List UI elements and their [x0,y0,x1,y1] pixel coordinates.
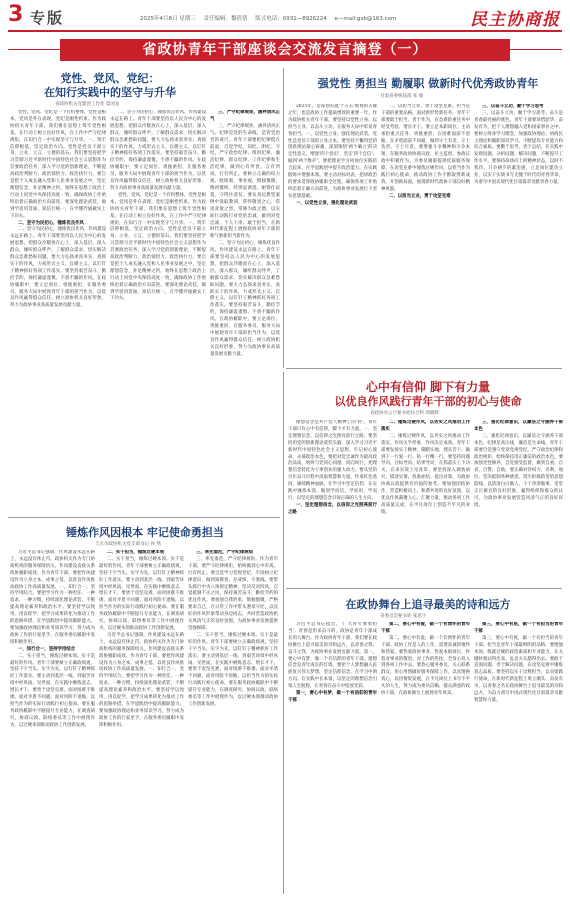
article2-subhead-2: 二、以担当立业，勇于攻坚克难 [389,193,451,199]
article2-column-3 [474,104,563,364]
article5-text-1: 习近平总书记指出，'广大青年要勇担当'。青春是用来奋斗的，政协是青年干部成长的大舞台。作为政协青年干部，我们要在政协舞台上追寻最美的诗和远方，以青春之我、奋斗之我，为政协事业发展贡献力量。第一，要心中有梦，做一个有信仰的青年干部。理想信念是青年成长的灯塔，要把个人梦想融入民族复兴伟大梦想，坚定信仰信念，在学习中明方向、在实践中长本领，以坚定的理想信念引领人生航程，让青春在奋斗中绽放光彩。 [288,622,377,690]
email: e—mail:gsb@163.com [334,16,397,22]
section-divider [286,368,562,369]
section-name: 专版 [30,9,65,27]
article3-column-2 [381,420,470,582]
article1-column-3 [210,110,280,510]
article4-subhead-2: 二、实干担当，锤炼过硬本领 [107,550,165,555]
article5-text-3: 第三，要心中有底，做一个有担当的青年干部。担当是青年干部最鲜明的品格。要增强本领，练就过硬的政治素质和专业能力，在关键时刻站得出来、危急关头豁得出去。要敢于直面问题、善于解决问题，在攻坚克难中锤炼意志品质。要坚持以实干诠释担当，以实绩践行使命，在新时代新征程上勇立潮头、奋发有为，以青春之名在政协舞台上追寻最美的诗和远方，为奋力谱写中国式现代化甘肃篇章贡献智慧和力量。 [474,635,563,703]
article5-text-2: 第二，要心中有爱，做一个有情怀的青年干部。政协工作是人的工作，需要真诚的情怀和热爱。要热爱政协事业、热爱本职岗位，怀着对事业的敬畏、对工作的热忱，全身心投入到各项工作中去。要热心服务委员、关心联系群众，用心用情做好服务保障工作，以真情换真心，以热情促发展，在平凡岗位上书写不平凡的人生，努力成为委员信赖、群众满意的政协干部，在政协舞台上展现青年风采。 [381,635,470,697]
article2-byline: 甘肃省委统战部 张 敏 [380,94,424,99]
phone: 版式电话：0931—8926224 [255,16,327,22]
article2-text-3: 三、以奋斗立功，勤于学习思考。奋斗是青春最亮丽的底色。青年干部要珍惜韶华、奋发有为，把个人理想融入党和国家事业之中。要树立终身学习理念，加强政协理论、协商民主理论和履职知识学习，不断提高专业能力和综合素质。要勤于思考、善于总结，在实践中发现问题、分析问题、解决问题，不断提升工作水平。要保持昂扬向上的精神状态，以时不我待、只争朝夕的紧迫感，立足岗位建功立业，以实干实绩书写无愧于时代的青春华章，为谱写中国式现代化甘肃篇章贡献青春力量。 [474,110,563,185]
article2-text-1: 2025年，是谋划实施'十五五'规划的关键之年，也是政协工作提质增效的重要一年。作为政协机关青年干部，要坚持以党性立身、以担当立业、以奋斗立功，在服务大局中彰显青春担当。一、以党性立身，强化理论武装。党性是党员干部的立身之本。要坚持不懈用党的创新理论凝心铸魂，深刻领悟'两个确立'的决定性意义，增强'四个意识'、坚定'四个自信'、做到'两个维护'。要把理论学习同岗位实践结合起来，在学思践悟中提升政治能力，在实践锻炼中增强本领。要主动对标对表，把讲政治的要求贯穿政协履职全过程，确保各项工作始终沿着正确方向前进，为政协事业发展打下坚实思想基础。 [288,104,377,199]
article3-column-1 [288,420,377,582]
article2-column-2 [381,104,470,364]
article2-subhead-1: 一、以党性立身，强化理论武装 [296,200,358,206]
article5-subhead-1: 第一，要心中有梦，做一个有信仰的青年干部 [288,691,377,703]
article1-text-2: 二、坚守为民初心，锤炼优良作风。作风建设永远在路上。青年干部要坚持以人民为中心的发展思想，把群众冷暖放在心上，深入基层、深入群众，倾听群众呼声，了解群众需求，切实解决群众急难愁盼问题。要大力弘扬求真务实、真抓实干的作风，力戒形式主义、官僚主义，以钉钉子精神抓好各项工作落实。要坚持艰苦奋斗、勤俭节约，保持谦虚谨慎、不骄不躁的作风。在政协履职中，要立足岗位、勇挑重担，在服务委员、服务大局中展现青年干部的担当作为，以优良作风赢得群众信任，树立政协机关良好形象，努力为政协事业高质量发展贡献力量。 [110,110,206,191]
article5-subhead-2: 第二，要心中有爱，做一个有情怀的青年干部 [381,622,470,634]
article5-byline: 省委员会秘书处 张思宇 [380,614,427,619]
article4-text-1: 习近平总书记强调，作风建设永远在路上，永远没有休止符。政协机关作为专门协商机构的服务保障机关，作风建设直接关系政协履职成效。作为青年干部，要把作风建设作为立身之本、成事之基，以优良作风推动政协工作高质量发展。一、知行合一，坚持学用结合。要把学习作为一种责任、一种追求、一种习惯，持续深化理论武装，不断提高理论素养和政治水平。要坚持学以致用、用以促学，把学习成果转化为推动工作的思路举措，在学思践悟中提高履职能力。要加强政协理论和业务知识学习，努力成为政协工作的行家里手，在服务委员履职中发挥积极作用。 [10,550,95,645]
article5-title: 在政协舞台上追寻最美的诗和远方 [345,598,511,611]
article1-text-2b: 党性、党风、党纪是一个有机整体，党性是根本，党风是外在表现，党纪是刚性约束。作为政协机关青年干部，我们要在思想上筑牢党性根基，在行动上树立良好作风，在工作中严守纪律规矩，在知行合一中实现坚守与升华。一、筑牢信仰根基，坚定政治方向。党性是党员干部立身、立业、立言、立德的基石。我们要坚持把学习贯彻习近平新时代中国特色社会主义思想作为首要政治任务，深入学习党的创新理论，不断提高政治判断力、政治领悟力、政治执行力。要自觉把个人成长融入党和人民事业发展之中，坚定理想信念，补足精神之钙，始终在思想上政治上行动上同党中央保持高度一致，确保政协工作始终沿着正确政治方向前进。要深化理论武装，做到学思用贯通、知信行统一，在学懂弄通做实上下功夫。 [110,192,206,302]
article3-text-1: 理想信念是共产党人精神上的'钙'。青年干部只有心中有信仰，脚下才有力量。一、坚定理想信念，以信仰之光照亮前行之路。要坚持用党的创新理论武装头脑，深入学习习近平新时代中国特色社会主义思想，牢记初心使命，永葆政治本色。要把对党忠诚作为最高政治品质，始终与党同心同德、同向同行，把理想信念转化为干事创业的强大动力。要从党的百年奋斗历程中汲取智慧和力量，传承红色基因，赓续精神血脉，在学习中坚定信仰，在实践中锤炼本领，做到学而信、学而用、学而行，以坚定的理想信念引领正确的人生方向。 [288,420,377,501]
article3-subhead-2: 二、锤炼过硬作风，以务实之风推动工作落实 [381,420,470,432]
article3-subhead-3: 三、强化纪律意识，以廉洁之守涵养干部本色 [474,420,563,432]
article2-subhead-3: 三、以奋斗立功，勤于学习思考 [482,104,544,109]
article1-subhead-2: 二、坚守为民初心，锤炼优良作风 [18,220,84,226]
article3-byline: 省政协办公厅秘书处综合科 周晓辉 [370,411,439,416]
page-header [0,0,570,34]
article1-subhead-3: 三、严守纪律规矩，涵养清风正气 [210,110,280,122]
article5-column-2 [381,622,470,894]
article1-text-repeat: 二、坚守为民初心，锤炼优良作风。作风建设永远在路上。青年干部要坚持以人民为中心的发展思想，把群众冷暖放在心上，深入基层、深入群众，倾听群众呼声，了解群众需求，切实解决群众急难愁盼问题。要大力弘扬求真务实、真抓实干的作风，力戒形式主义、官僚主义，以钉钉子精神抓好各项工作落实。要坚持艰苦奋斗、勤俭节约，保持谦虚谨慎、不骄不躁的作风。在政协履职中，要立足岗位、勇挑重担，在服务委员、服务大局中展现青年干部的担当作为，以优良作风赢得群众信任，树立政协机关良好形象，努力为政协事业高质量发展贡献力量。 [10,227,106,309]
section-divider-left [8,517,280,518]
column-divider [283,68,284,368]
article3-text-3: 三、强化纪律意识，以廉洁之守涵养干部本色。纪律是高压线，廉洁是生命线。青年干部要自觉遵守党章党规党纪，严守政治纪律和政治规矩，始终保持清正廉洁的政治本色。要加强党性修养，自觉接受监督，做到自重、自省、自警、自励。要正确对待权力、名利、地位，坚决抵制各种诱惑，筑牢拒腐防变的思想防线，以清清白白做人、干干净净做事、堂堂正正做官的良好形象，赢得组织和群众的认可，为政协事业发展营造风清气正的良好环境。 [474,433,563,508]
article4-text-3b: 二、实干担当，锤炼过硬本领。实干是最好的作风。青年干部要树立正确政绩观，坚持干字当头、实字为先，以钉钉子精神抓好工作落实。要主动到基层一线、到艰苦环境中经风雨、见世面，在实践中磨练意志、增长才干。要勇于攻坚克难，面对困难不推诿、面对矛盾不回避、面对风险不退缩，以担当作为的实际行动践行初心使命。要在服务政协履职中不断提升专业能力，在调查研究、协商议政、联络委员等工作中展现作为，以过硬本领推动政协工作创新发展。 [188,632,278,707]
issue-date: 2025年4月8日 星期三 [140,16,196,22]
article4-column-1 [10,550,95,895]
article5-column-1 [288,622,377,894]
article2-title: 强党性 勇担当 勤履职 做新时代优秀政协青年 [317,77,539,90]
article4-text-2: 二、实干担当，锤炼过硬本领。实干是最好的作风。青年干部要树立正确政绩观，坚持干字当头、实字为先，以钉钉子精神抓好工作落实。要主动到基层一线、到艰苦环境中经风雨、见世面，在实践中磨练意志、增长才干。要勇于攻坚克难，面对困难不推诿、面对矛盾不回避、面对风险不退缩，以担当作为的实际行动践行初心使命。要在服务政协履职中不断提升专业能力，在调查研究、协商议政、联络委员等工作中展现作为，以过硬本领推动政协工作创新发展。 [99,556,184,631]
header-rule [8,30,562,32]
article4-text-2b: 习近平总书记强调，作风建设永远在路上，永远没有休止符。政协机关作为专门协商机构的服务保障机关，作风建设直接关系政协履职成效。作为青年干部，要把作风建设作为立身之本、成事之基，以优良作风推动政协工作高质量发展。一、知行合一，坚持学用结合。要把学习作为一种责任、一种追求、一种习惯，持续深化理论武装，不断提高理论素养和政治水平。要坚持学以致用、用以促学，把学习成果转化为推动工作的思路举措，在学思践悟中提高履职能力。要加强政协理论和业务知识学习，努力成为政协工作的行家里手，在服务委员履职中发挥积极作用。 [99,632,184,728]
article1-title-line1: 党性、党风、党纪： [60,72,160,85]
article2-column-1 [288,104,377,364]
article1-column-1 [10,110,106,510]
article4-column-3 [188,550,278,895]
article4-text-3: 三、率先垂范，严守纪律规矩。作为青年干部，要严守纪律规矩，始终做到心中有戒、行有所止。要自觉学习党规党纪，牢固树立纪律意识，做到知敬畏、存戒惧、守底线。要带头践行中央八项规定精神，坚决反对四风，自觉抵制不正之风，保持艰苦奋斗、勤俭节约的优良作风。要加强自我约束，慎独慎微，严格要求自己，在日常工作中带头遵章守纪，以良好的作风形象带动身边同志，共同营造政协机关风清气正的良好氛围，为政协事业发展提供坚强保障。 [188,556,278,631]
article1-text: 党性、党风、党纪是一个有机整体，党性是根本，党风是外在表现，党纪是刚性约束。作为政协机关青年干部，我们要在思想上筑牢党性根基，在行动上树立良好作风，在工作中严守纪律规矩，在知行合一中实现坚守与升华。一、筑牢信仰根基，坚定政治方向。党性是党员干部立身、立业、立言、立德的基石。我们要坚持把学习贯彻习近平新时代中国特色社会主义思想作为首要政治任务，深入学习党的创新理论，不断提高政治判断力、政治领悟力、政治执行力。要自觉把个人成长融入党和人民事业发展之中，坚定理想信念，补足精神之钙，始终在思想上政治上行动上同党中央保持高度一致，确保政协工作始终沿着正确政治方向前进。要深化理论武装，做到学思用贯通、知信行统一，在学懂弄通做实上下功夫。 [10,110,106,219]
article2-text-2: 二、以担当立业，勇于攻坚克难。担当是干部的重要品格。面对新形势新任务，青年干部要敢于担当、善于作为，在急难险重任务中经受考验、增长才干。要立足本职岗位，主动承担重点任务，勇挑重担，在困难面前不退缩，在矛盾面前不回避，做到守土有责、守土负责、守土尽责。要增强斗争精神和斗争本领，在服务政协协商议政、民主监督、参政议政中积极作为，为委员履职提供优质服务保障，在攻坚克难中锤炼过硬作风，以担当作为践行初心使命，推动政协工作不断取得新成效、开创新局面，展现新时代政协干部良好精神风貌。 [381,104,470,192]
article4-column-2 [99,550,184,895]
article3-title-line1: 心中有信仰 脚下有力量 [365,380,491,394]
article1-title-line2: 在知行实践中的坚守与升华 [44,86,176,99]
article5-subhead-3: 第三，要心中有底，做一个有担当的青年干部 [474,622,563,634]
article4-text-1b: 二、实干担当，锤炼过硬本领。实干是最好的作风。青年干部要树立正确政绩观，坚持干字当头、实字为先，以钉钉子精神抓好工作落实。要主动到基层一线、到艰苦环境中经风雨、见世面，在实践中磨练意志、增长才干。要勇于攻坚克难，面对困难不推诿、面对矛盾不回避、面对风险不退缩，以担当作为的实际行动践行初心使命。要在服务政协履职中不断提升专业能力，在调查研究、协商议政、联络委员等工作中展现作为，以过硬本领推动政协工作创新发展。 [10,653,95,728]
article4-title: 锤炼作风因根本 牢记使命勇担当 [66,526,224,539]
section-divider-right [286,588,562,589]
header-meta [140,14,402,22]
article1-column-2 [110,110,206,510]
column-divider-lower [283,372,284,894]
article5-column-3 [474,622,563,894]
article3-text-2: 二、锤炼过硬作风，以务实之风推动工作落实。作风关乎形象，作风决定成效。青年干部要发扬实干精神，脚踏实地、埋头苦干，做到干一行爱一行、钻一行精一行。要坚持问题导向、目标导向、结果导向，在抓落实上下功夫，在求实效上见真章。要坚持深入调查研究，摸清实情、找准症结、提出对策，为政协协商议政提供有价值的参考。要加强团结协作，营造积极向上、和谐共进的良好氛围，以优良作风凝聚人心、汇聚力量，推动各项工作高质量完成，在平凡岗位上创造不平凡的业绩。 [381,433,470,515]
article4-byline: 天水市政协机关党支部书记 孙 然 [95,542,161,547]
article1-text-3b: 二、坚守为民初心，锤炼优良作风。作风建设永远在路上。青年干部要坚持以人民为中心的发展思想，把群众冷暖放在心上，深入基层、深入群众，倾听群众呼声，了解群众需求，切实解决群众急难愁盼问题。要大力弘扬求真务实、真抓实干的作风，力戒形式主义、官僚主义，以钉钉子精神抓好各项工作落实。要坚持艰苦奋斗、勤俭节约，保持谦虚谨慎、不骄不躁的作风。在政协履职中，要立足岗位、勇挑重担，在服务委员、服务大局中展现青年干部的担当作为，以优良作风赢得群众信任，树立政协机关良好形象，努力为政协事业高质量发展贡献力量。 [210,241,280,357]
article3-column-3 [474,420,563,582]
special-banner: 省政协青年干部座谈会交流发言摘登（一） [60,39,510,61]
article3-title-line2: 以优良作风践行青年干部的初心与使命 [334,395,522,408]
article1-byline: 省政协机关党建团工作处 夏国龙 [55,102,120,107]
article1-text-3: 三、严守纪律规矩，涵养清风正气。纪律是党的生命线，是管党治党的戒尺。青年干部要把纪律挺在前面，自觉学纪、知纪、明纪、守纪，严守政治纪律、组织纪律、廉洁纪律、群众纪律、工作纪律和生活纪律，做到心有所畏、言有所戒、行有所止。要树立正确的权力观、政绩观、事业观，慎独慎微、慎初慎终，经得起诱惑，耐得住寂寞，守得住清贫。要从身边典型案例中汲取教训，常怀敬畏之心，常思贪欲之害，常修为政之德，以实际行动践行对党的忠诚，做到对党忠诚、个人干净、敢于担当，在新时代新征程上展现政协青年干部的新气象新担当新作为。 [210,123,280,240]
article4-subhead-1: 一、知行合一，坚持学用结合 [18,646,76,652]
newspaper-logo: 民主协商报 [470,10,560,30]
article3-subhead-1: 一、坚定理想信念，以信仰之光照亮前行之路 [288,502,377,515]
editor: 责任编辑：黎倩倩 [203,16,248,22]
page-number: 3 [8,2,24,27]
article4-subhead-3: 三、率先垂范，严守纪律规矩 [196,550,254,555]
